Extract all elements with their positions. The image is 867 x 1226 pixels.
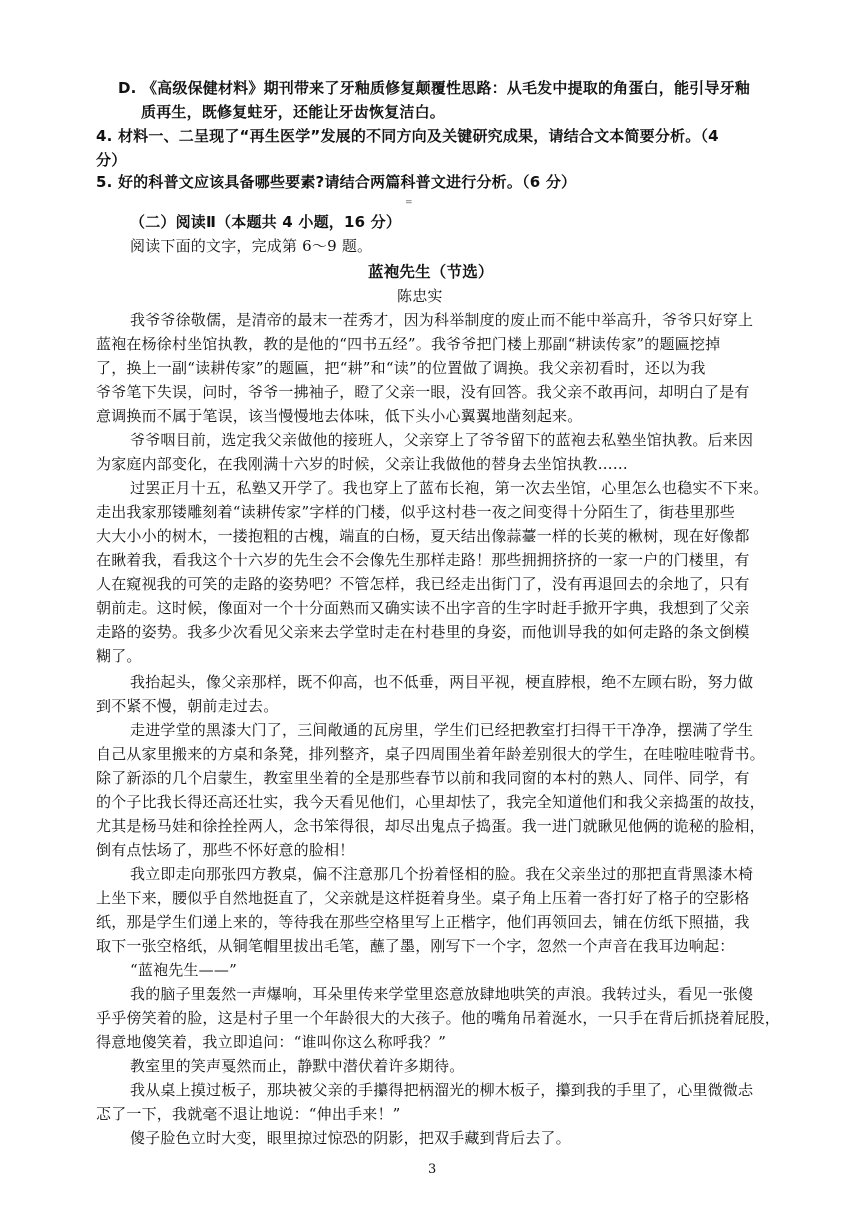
passage-line: 纸，那是学生们递上来的，等待我在那些空格里写上正楷字，他们再领回去，铺在仿纸下照描，我 bbox=[96, 913, 750, 931]
passage-line: 我抬起头，像父亲那样，既不仰高，也不低垂，两目平视，梗直脖根，绝不左顾右盼，努力做 bbox=[130, 673, 754, 691]
question-4-line-2: 分） bbox=[96, 151, 127, 169]
passage-title: 蓝袍先生（节选） bbox=[368, 262, 494, 281]
passage-line: 倒有点怯场了，那些不怀好意的脸相！ bbox=[96, 841, 355, 859]
passage-line: 走进学堂的黑漆大门了，三间敞通的瓦房里，学生们已经把教室打扫得干干净净，摆满了学生 bbox=[130, 721, 754, 739]
passage-line: 尤其是杨马娃和徐拴拴两人，念书笨得很，却尽出鬼点子捣蛋。我一进门就瞅见他俩的诡秘的脸相， bbox=[96, 817, 765, 835]
passage-line: 取下一张空格纸，从铜笔帽里拔出毛笔，蘸了墨，刚写下一个字，忽然一个声音在我耳边响起： bbox=[96, 937, 735, 955]
passage-line: 走路的姿势。我多少次看见父亲来去学堂时走在村巷里的身姿，而他训导我的如何走路的条文倒模 bbox=[96, 623, 750, 641]
page-number: 3 bbox=[428, 1162, 437, 1177]
section-heading: （二）阅读Ⅱ（本题共 4 小题，16 分） bbox=[130, 213, 402, 231]
passage-line: 傻子脸色立时大变，眼里掠过惊恐的阴影，把双手藏到背后去了。 bbox=[130, 1129, 571, 1147]
passage-line: 我立即走向那张四方教桌，偏不注意那几个扮着怪相的脸。我在父亲坐过的那把直背黑漆木椅 bbox=[130, 865, 754, 883]
passage-line: 意调换而不属于笔误，该当慢慢地去体味，低下头小心翼翼地凿刻起来。 bbox=[96, 407, 583, 425]
passage-line: 走出我家那镂雕刻着“读耕传家”字样的门楼，似乎这村巷一夜之间变得十分陌生了，街巷里那些 bbox=[96, 503, 735, 521]
passage-line: 我的脑子里轰然一声爆响，耳朵里传来学堂里恣意放肆地哄笑的声浪。我转过头，看见一张傻 bbox=[130, 985, 754, 1003]
passage-line: 我从桌上摸过板子，那块被父亲的手攥得把柄溜光的柳木板子，攥到我的手里了，心里微微忐 bbox=[130, 1081, 754, 1099]
passage-line: 乎乎傍笑着的脸，这是村子里一个年龄很大的大孩子。他的嘴角吊着涎水，一只手在背后抓挠着屁股， bbox=[96, 1009, 781, 1027]
option-d-line-1: D. 《高级保健材料》期刊带来了牙釉质修复颠覆性思路：从毛发中提取的角蛋白，能引导牙釉 bbox=[118, 79, 750, 97]
passage-line: 朝前走。这时候，像面对一个十分面熟而又确实读不出字音的生字时赶手掀开字典，我想到了父亲 bbox=[96, 599, 750, 617]
passage-line: 爷爷咽目前，选定我父亲做他的接班人，父亲穿上了爷爷留下的蓝袍去私塾坐馆执教。后来因 bbox=[130, 431, 754, 449]
option-d-line-2: 质再生，既修复蛀牙，还能让牙齿恢复洁白。 bbox=[141, 103, 446, 121]
passage-line: “蓝袍先生——” bbox=[130, 961, 237, 979]
passage-line: 除了新添的几个启蒙生，教室里坐着的全是那些春节以前和我同窗的本村的熟人、同伴、同学，有 bbox=[96, 769, 750, 787]
passage-line: 人在窥视我的可笑的走路的姿势吧？不管怎样，我已经走出街门了，没有再退回去的余地了，只有 bbox=[96, 575, 750, 593]
passage-line: 了，换上一副“读耕传家”的题匾，把“耕”和“读”的位置做了调换。我父亲初看时，还以为我 bbox=[96, 359, 706, 377]
section-instruction: 阅读下面的文字，完成第 6～9 题。 bbox=[130, 237, 373, 255]
question-4-line-1: 4. 材料一、二呈现了“再生医学”发展的不同方向及关键研究成果，请结合文本简要分析。（4 bbox=[96, 127, 719, 145]
scan-mark: = bbox=[405, 198, 413, 208]
passage-author: 陈忠实 bbox=[397, 287, 443, 305]
passage-line: 自己从家里搬来的方桌和条凳，排列整齐，桌子四周围坐着年龄差别很大的学生，在哇啦哇啦背书。 bbox=[96, 745, 765, 763]
passage-line: 过罢正月十五，私塾又开学了。我也穿上了蓝布长袍，第一次去坐馆，心里怎么也稳实不下来。 bbox=[130, 479, 769, 497]
passage-line: 大大小小的树木，一搂抱粗的古槐，端直的白杨，夏天结出像蒜薹一样的长荚的楸树，现在好像都 bbox=[96, 527, 750, 545]
passage-line: 到不紧不慢，朝前走过去。 bbox=[96, 697, 279, 715]
passage-line: 糊了。 bbox=[96, 647, 142, 665]
passage-line: 忑了一下，我就毫不退让地说：“伸出手来！” bbox=[96, 1105, 401, 1123]
passage-line: 蓝袍在杨徐村坐馆执教，教的是他的“四书五经”。我爷爷把门楼上那副“耕读传家”的题匾挖掉 bbox=[96, 335, 721, 353]
passage-line: 为家庭内部变化，在我刚满十六岁的时候，父亲让我做他的替身去坐馆执教…… bbox=[96, 455, 629, 473]
passage-line: 爷爷笔下失误，问时，爷爷一拂袖子，瞪了父亲一眼，没有回答。我父亲不敢再问，却明白了是有 bbox=[96, 383, 750, 401]
passage-line: 教室里的笑声戛然而止，静默中潜伏着许多期待。 bbox=[130, 1057, 465, 1075]
passage-line: 我爷爷徐敬儒，是清帝的最末一茬秀才，因为科举制度的废止而不能中举高升，爷爷只好穿上 bbox=[130, 311, 754, 329]
passage-line: 在瞅着我，看我这个十六岁的先生会不会像先生那样走路！那些拥拥挤挤的一家一户的门楼里，有 bbox=[96, 551, 750, 569]
passage-line: 得意地傻笑着，我立即追问：“谁叫你这么称呼我？” bbox=[96, 1033, 447, 1051]
passage-line: 上坐下来，腰似乎自然地挺直了，父亲就是这样挺着身坐。桌子角上压着一沓打好了格子的空影格 bbox=[96, 889, 750, 907]
passage-line: 的个子比我长得还高还壮实，我今天看见他们，心里却怯了，我完全知道他们和我父亲捣蛋的故技， bbox=[96, 793, 765, 811]
question-5: 5. 好的科普文应该具备哪些要素?请结合两篇科普文进行分析。（6 分） bbox=[96, 173, 577, 191]
